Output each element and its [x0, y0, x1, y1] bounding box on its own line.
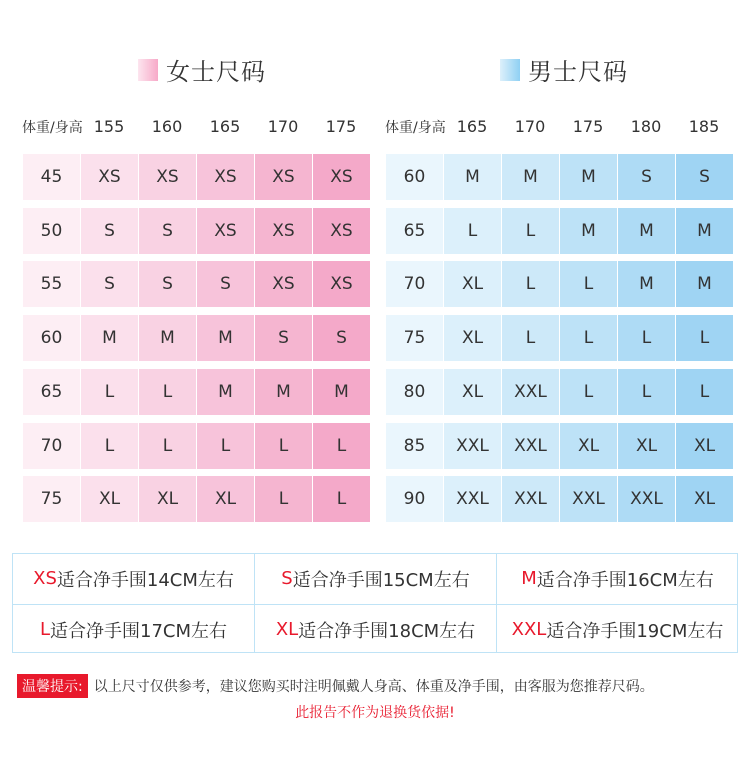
size-cell: M — [618, 261, 675, 307]
table-row — [386, 369, 733, 415]
size-cell: M — [81, 315, 138, 361]
size-cell: L — [255, 476, 312, 522]
weight-cell: 85 — [386, 423, 443, 469]
size-cell: L — [313, 476, 370, 522]
table-row — [386, 315, 733, 361]
size-cell: XL — [560, 423, 617, 469]
weight-cell: 60 — [386, 154, 443, 200]
pink-swatch-icon — [138, 59, 158, 81]
weight-cell: 75 — [23, 476, 80, 522]
size-cell: L — [81, 369, 138, 415]
size-cell: S — [139, 261, 196, 307]
weight-cell: 45 — [23, 154, 80, 200]
size-cell: M — [444, 154, 501, 200]
table-row — [23, 369, 370, 415]
weight-cell: 70 — [386, 261, 443, 307]
men-title-text: 男士尺码 — [528, 58, 628, 86]
size-cell: M — [676, 261, 733, 307]
note-l: L 适合净手围17CM左右 — [39, 619, 228, 642]
men-height-170: 170 — [514, 117, 546, 136]
size-cell: L — [560, 369, 617, 415]
size-cell: XS — [313, 154, 370, 200]
size-cell: L — [618, 315, 675, 361]
size-cell: L — [618, 369, 675, 415]
men-height-175: 175 — [572, 117, 604, 136]
men-height-header — [385, 115, 728, 137]
size-cell: L — [139, 369, 196, 415]
size-cell: L — [676, 369, 733, 415]
size-cell: XL — [139, 476, 196, 522]
size-cell: XL — [676, 423, 733, 469]
size-cell: XS — [255, 261, 312, 307]
weight-cell: 80 — [386, 369, 443, 415]
tip-badge: 温馨提示: — [17, 674, 88, 698]
weight-cell: 65 — [386, 208, 443, 254]
size-cell: L — [502, 208, 559, 254]
size-cell: M — [139, 315, 196, 361]
size-cell: L — [197, 423, 254, 469]
size-cell: L — [560, 261, 617, 307]
size-cell: XL — [444, 315, 501, 361]
men-height-165: 165 — [456, 117, 488, 136]
women-height-155: 155 — [93, 117, 125, 136]
size-cell: XXL — [560, 476, 617, 522]
size-cell: XL — [444, 261, 501, 307]
size-cell: XL — [197, 476, 254, 522]
weight-cell: 60 — [23, 315, 80, 361]
size-cell: S — [676, 154, 733, 200]
wrist-size-notes — [12, 553, 738, 653]
weight-cell: 90 — [386, 476, 443, 522]
size-cell: XS — [197, 208, 254, 254]
size-cell: M — [255, 369, 312, 415]
size-cell: M — [560, 208, 617, 254]
size-cell: XL — [444, 369, 501, 415]
women-height-170: 170 — [267, 117, 299, 136]
note-xl: XL 适合净手围18CM左右 — [275, 619, 476, 642]
return-warning: 此报告不作为退换货依据! — [295, 705, 455, 721]
size-cell: XXL — [502, 423, 559, 469]
table-row — [23, 315, 370, 361]
size-cell: XXL — [502, 476, 559, 522]
note-m: M 适合净手围16CM左右 — [521, 568, 714, 591]
size-cell: L — [313, 423, 370, 469]
size-cell: XL — [618, 423, 675, 469]
table-row — [386, 154, 733, 200]
size-cell: XXL — [444, 423, 501, 469]
size-cell: L — [560, 315, 617, 361]
note-xxl: XXL 适合净手围19CM左右 — [511, 619, 724, 642]
table-row — [23, 423, 370, 469]
size-cell: M — [560, 154, 617, 200]
women-header-label: 体重/身高 — [22, 120, 83, 136]
size-cell: S — [81, 261, 138, 307]
women-size-title — [138, 52, 266, 87]
size-cell: XL — [676, 476, 733, 522]
note-s: S 适合净手围15CM左右 — [281, 568, 470, 591]
size-cell: M — [502, 154, 559, 200]
size-cell: M — [197, 369, 254, 415]
weight-cell: 65 — [23, 369, 80, 415]
men-header-label: 体重/身高 — [385, 120, 446, 136]
size-cell: XS — [255, 208, 312, 254]
men-size-title — [500, 52, 628, 87]
size-cell: S — [197, 261, 254, 307]
size-cell: XS — [313, 208, 370, 254]
weight-cell: 75 — [386, 315, 443, 361]
size-cell: L — [255, 423, 312, 469]
women-height-160: 160 — [151, 117, 183, 136]
tip-line — [17, 674, 654, 698]
size-cell: S — [618, 154, 675, 200]
men-height-180: 180 — [630, 117, 662, 136]
size-cell: XL — [81, 476, 138, 522]
size-cell: L — [502, 315, 559, 361]
weight-cell: 55 — [23, 261, 80, 307]
size-cell: XXL — [444, 476, 501, 522]
women-height-175: 175 — [325, 117, 357, 136]
size-cell: XS — [197, 154, 254, 200]
women-title-text: 女士尺码 — [166, 58, 266, 86]
size-cell: XS — [255, 154, 312, 200]
weight-cell: 70 — [23, 423, 80, 469]
table-row — [386, 261, 733, 307]
table-row — [23, 261, 370, 307]
men-height-185: 185 — [688, 117, 720, 136]
size-cell: S — [81, 208, 138, 254]
size-cell: M — [197, 315, 254, 361]
size-cell: XS — [139, 154, 196, 200]
size-cell: L — [444, 208, 501, 254]
women-height-165: 165 — [209, 117, 241, 136]
size-cell: XS — [313, 261, 370, 307]
size-cell: L — [139, 423, 196, 469]
size-cell: M — [313, 369, 370, 415]
size-cell: S — [313, 315, 370, 361]
table-row — [23, 208, 370, 254]
size-cell: S — [139, 208, 196, 254]
size-cell: L — [81, 423, 138, 469]
size-cell: S — [255, 315, 312, 361]
size-cell: M — [618, 208, 675, 254]
women-height-header — [22, 115, 365, 137]
size-cell: L — [502, 261, 559, 307]
weight-cell: 50 — [23, 208, 80, 254]
size-cell: XS — [81, 154, 138, 200]
size-cell: M — [676, 208, 733, 254]
blue-swatch-icon — [500, 59, 520, 81]
table-row — [386, 476, 733, 522]
size-cell: XXL — [502, 369, 559, 415]
table-row — [386, 423, 733, 469]
table-row — [23, 154, 370, 200]
table-row — [386, 208, 733, 254]
tip-text: 以上尺寸仅供参考，建议您购买时注明佩戴人身高、体重及净手围，由客服为您推荐尺码。 — [93, 679, 654, 695]
size-cell: XXL — [618, 476, 675, 522]
note-xs: XS 适合净手围14CM左右 — [33, 568, 234, 591]
size-cell: L — [676, 315, 733, 361]
table-row — [23, 476, 370, 522]
